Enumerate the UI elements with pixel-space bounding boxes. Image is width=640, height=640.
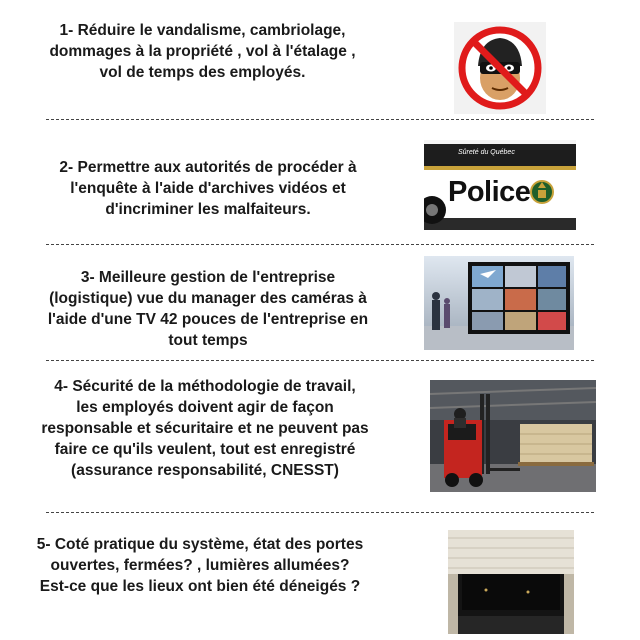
item-2-line-2: l'enquête à l'aide d'archives vidéos et xyxy=(70,180,346,197)
item-3-line-3: l'aide d'une TV 42 pouces de l'entreprise en xyxy=(47,311,369,328)
police-car-agency: Sûreté du Québec xyxy=(458,149,515,156)
item-2-line-3: d'incriminer les malfaiteurs. xyxy=(105,201,311,218)
item-3-line-4: tout temps xyxy=(168,332,248,349)
item-5-line-2: ouvertes, fermées? , lumières allumées? xyxy=(50,557,350,574)
item-4-line-4: faire ce qu'ils veulent, tout est enregistré xyxy=(54,441,356,458)
item-1-line-1: 1- Réduire le vandalisme, cambriolage, xyxy=(59,22,346,39)
item-5-line-1: 5- Coté pratique du système, état des portes xyxy=(36,536,364,553)
item-4-text xyxy=(12,376,398,481)
separator-4 xyxy=(46,512,594,513)
item-1-line-2: dommages à la propriété , vol à l'étalage , xyxy=(49,43,356,60)
tv-monitoring-photo xyxy=(424,256,574,350)
separator-1 xyxy=(46,119,594,120)
item-1-text xyxy=(20,20,385,83)
police-car-label: Police xyxy=(448,176,531,208)
police-car-photo xyxy=(424,140,576,230)
item-4-line-3: responsable et sécuritaire et ne peuvent pas xyxy=(41,420,369,437)
separator-3 xyxy=(46,360,594,361)
item-3-text xyxy=(20,267,396,351)
item-1-line-3: vol de temps des employés. xyxy=(99,64,306,81)
garage-door-photo xyxy=(448,530,574,634)
no-burglar-icon xyxy=(454,22,546,114)
item-2-line-1: 2- Permettre aux autorités de procéder à xyxy=(59,159,357,176)
item-3-line-1: 3- Meilleure gestion de l'entreprise xyxy=(80,269,336,286)
item-5-line-3: Est-ce que les lieux ont bien été déneigés ? xyxy=(39,578,361,595)
item-4-line-5: (assurance responsabilité, CNESST) xyxy=(71,462,339,479)
item-3-line-2: (logistique) vue du manager des caméras à xyxy=(49,290,367,307)
forklift-warehouse-photo xyxy=(430,380,596,492)
item-4-line-1: 4- Sécurité de la méthodologie de travail, xyxy=(54,378,356,395)
item-2-text xyxy=(20,157,396,220)
item-4-line-2: les employés doivent agir de façon xyxy=(76,399,334,416)
item-5-text xyxy=(12,534,388,597)
separator-2 xyxy=(46,244,594,245)
